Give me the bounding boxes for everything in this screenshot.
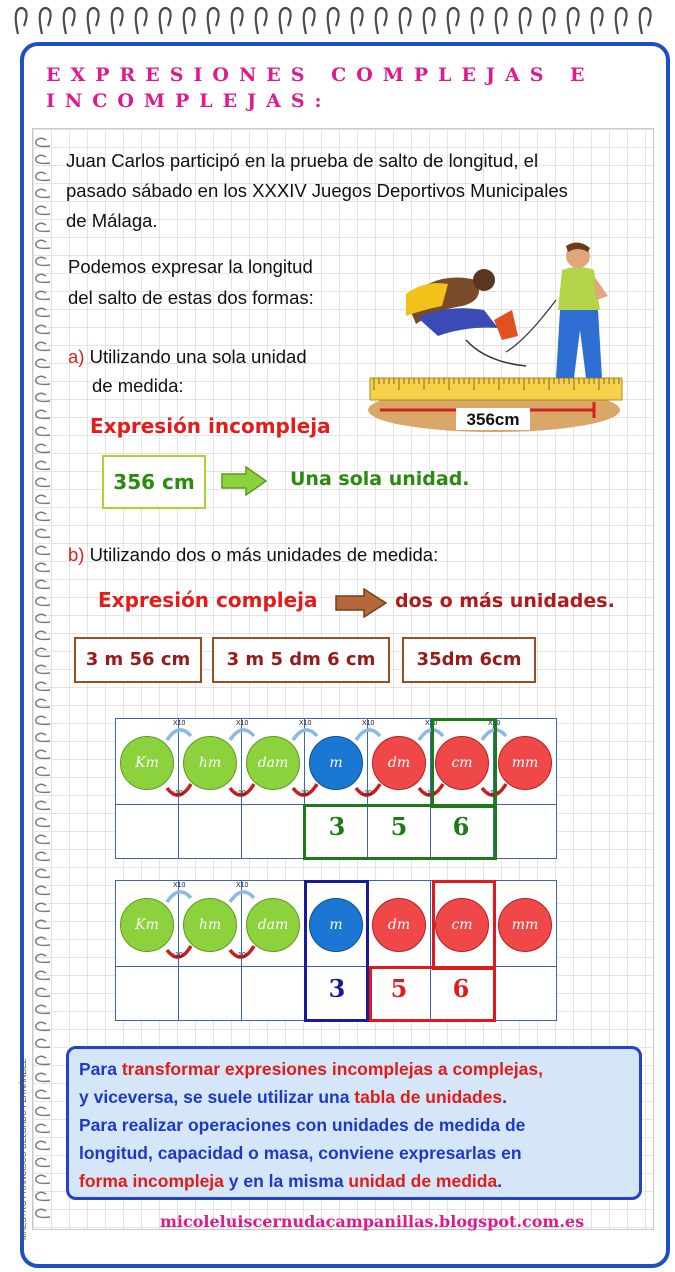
- spiral-ring: [36, 478, 50, 486]
- incomplex-result: Una sola unidad.: [290, 468, 470, 490]
- notebook-rings: [0, 4, 675, 38]
- ring: [328, 8, 339, 34]
- incomplex-box: 356 cm: [102, 455, 206, 509]
- spiral-ring: [36, 206, 50, 214]
- multiply-label: X10: [425, 720, 438, 727]
- info-line-3: Para realizar operaciones con unidades de medida de: [79, 1115, 526, 1135]
- intro-line-2: pasado sábado en los XXXIV Juegos Deportivos Municipales: [66, 180, 568, 201]
- spiral-ring: [36, 597, 50, 605]
- spiral-ring: [36, 818, 50, 826]
- value-cell: [178, 804, 242, 859]
- spiral-ring: [36, 512, 50, 520]
- page-title: EXPRESIONES COMPLEJAS E INCOMPLEJAS:: [46, 64, 595, 112]
- green-arrow-icon: [220, 466, 268, 496]
- ring: [520, 8, 531, 34]
- divide-label: :10: [236, 790, 246, 797]
- digit-cm: 6: [452, 974, 470, 1003]
- unit-cm-circle: cm: [435, 898, 489, 952]
- spiral-ring: [36, 903, 50, 911]
- spiral-ring: [36, 376, 50, 384]
- spiral-ring: [36, 427, 50, 435]
- author-credit: MAESTRO FRANCISCO DELGADO FERNÁNDEZ: [19, 1058, 28, 1240]
- spiral-ring: [36, 495, 50, 503]
- spiral-ring: [36, 971, 50, 979]
- complex-box-2: 3 m 5 dm 6 cm: [212, 637, 390, 683]
- option-a-line-2: de medida:: [92, 375, 184, 396]
- spiral-ring: [36, 648, 50, 656]
- blog-url[interactable]: micoleluiscernudacampanillas.blogspot.com.es: [160, 1212, 585, 1231]
- ring: [136, 8, 147, 34]
- ring: [496, 8, 507, 34]
- info-line-4: longitud, capacidad o masa, conviene expresarlas en: [79, 1143, 522, 1163]
- ring: [112, 8, 123, 34]
- spiral-ring: [36, 393, 50, 401]
- spiral-ring: [36, 257, 50, 265]
- value-cell: [115, 804, 179, 859]
- ring: [376, 8, 387, 34]
- intro-line-1: Juan Carlos participó en la prueba de salto de longitud, el: [66, 150, 539, 171]
- ring: [88, 8, 99, 34]
- spiral-ring: [36, 750, 50, 758]
- ring: [448, 8, 459, 34]
- ring: [16, 8, 27, 34]
- ring: [208, 8, 219, 34]
- divide-label: :10: [488, 790, 498, 797]
- spiral-ring: [36, 342, 50, 350]
- digit-dm: 5: [390, 812, 408, 841]
- units-table-1: [115, 718, 565, 858]
- ring: [400, 8, 411, 34]
- spiral-ring: [36, 1141, 50, 1149]
- multiply-label: X10: [173, 720, 186, 727]
- unit-dam-circle: dam: [246, 736, 300, 790]
- value-cell: [115, 966, 179, 1021]
- spiral-ring: [36, 1158, 50, 1166]
- divide-label: :10: [173, 790, 183, 797]
- ring: [472, 8, 483, 34]
- spiral-ring: [36, 614, 50, 622]
- spiral-ring: [36, 937, 50, 945]
- spiral-ring: [36, 665, 50, 673]
- spiral-ring: [36, 274, 50, 282]
- divide-label: :10: [362, 790, 372, 797]
- spiral-ring: [36, 1192, 50, 1200]
- ring: [568, 8, 579, 34]
- unit-mm-circle: mm: [498, 736, 552, 790]
- multiply-label: X10: [299, 720, 312, 727]
- ring: [640, 8, 651, 34]
- spiral-ring: [36, 767, 50, 775]
- spiral-ring: [36, 359, 50, 367]
- incomplex-heading: Expresión incompleja: [90, 414, 331, 438]
- unit-dm-circle: dm: [372, 736, 426, 790]
- spiral-ring: [36, 784, 50, 792]
- spiral-ring: [36, 1005, 50, 1013]
- spiral-ring: [36, 1124, 50, 1132]
- spiral-ring: [36, 1056, 50, 1064]
- spiral-ring: [36, 1107, 50, 1115]
- units-table-2: [115, 880, 565, 1020]
- multiply-label: X10: [236, 720, 249, 727]
- ring: [280, 8, 291, 34]
- spiral-ring: [36, 1175, 50, 1183]
- express-line-2: del salto de estas dos formas:: [68, 287, 314, 308]
- brown-arrow-icon: [334, 588, 388, 618]
- length-label: 356cm: [466, 410, 520, 429]
- long-jump-illustration: [366, 240, 628, 436]
- digit-m: 3: [328, 812, 346, 841]
- intro-line-3: de Málaga.: [66, 210, 158, 231]
- divide-label: :10: [425, 790, 435, 797]
- multiply-label: X10: [488, 720, 501, 727]
- multiply-label: X10: [362, 720, 375, 727]
- info-line-5: forma incompleja y en la misma unidad de medida.: [79, 1171, 503, 1191]
- digit-cm: 6: [452, 812, 470, 841]
- complex-result: dos o más unidades.: [395, 590, 615, 612]
- value-cell: [241, 804, 305, 859]
- spiral-ring: [36, 546, 50, 554]
- spiral-ring: [36, 410, 50, 418]
- spiral-ring: [36, 189, 50, 197]
- info-box: [66, 1046, 642, 1200]
- spiral-ring: [36, 461, 50, 469]
- multiply-label: X10: [236, 882, 249, 889]
- spiral-ring: [36, 325, 50, 333]
- spiral-ring: [36, 835, 50, 843]
- divide-label: :10: [173, 952, 183, 959]
- digit-m: 3: [328, 974, 346, 1003]
- divide-label: :10: [236, 952, 246, 959]
- ring: [592, 8, 603, 34]
- ring: [40, 8, 51, 34]
- spiral-ring: [36, 155, 50, 163]
- unit-km-circle: Km: [120, 898, 174, 952]
- info-line-2: y viceversa, se suele utilizar una tabla de unidades.: [79, 1087, 507, 1107]
- spiral-ring: [36, 308, 50, 316]
- ring: [160, 8, 171, 34]
- spiral-ring: [36, 801, 50, 809]
- spiral-ring: [36, 138, 50, 146]
- spiral-ring: [36, 563, 50, 571]
- option-a-line-1: a) Utilizando una sola unidad: [68, 346, 307, 367]
- unit-m-circle: m: [309, 898, 363, 952]
- spiral-ring: [36, 733, 50, 741]
- complex-heading: Expresión compleja: [98, 588, 318, 612]
- ring: [256, 8, 267, 34]
- spiral-ring: [36, 631, 50, 639]
- spiral-ring: [36, 1209, 50, 1217]
- ring: [64, 8, 75, 34]
- spiral-ring: [36, 886, 50, 894]
- value-cell: [241, 966, 305, 1021]
- spiral-ring: [36, 988, 50, 996]
- spiral-ring: [36, 1090, 50, 1098]
- spiral-ring: [36, 699, 50, 707]
- spiral-ring: [36, 529, 50, 537]
- spiral-ring: [36, 291, 50, 299]
- spiral-ring: [36, 716, 50, 724]
- value-cell: [493, 804, 557, 859]
- unit-cm-circle: cm: [435, 736, 489, 790]
- spiral-ring: [36, 869, 50, 877]
- spiral-binding: [32, 130, 54, 1230]
- unit-dam-circle: dam: [246, 898, 300, 952]
- option-b-line: b) Utilizando dos o más unidades de medida:: [68, 544, 439, 565]
- ring: [616, 8, 627, 34]
- ring: [184, 8, 195, 34]
- info-line-1: Para transformar expresiones incomplejas a complejas,: [79, 1059, 543, 1079]
- complex-box-3: 35dm 6cm: [402, 637, 536, 683]
- spiral-ring: [36, 223, 50, 231]
- spiral-ring: [36, 682, 50, 690]
- divide-label: :10: [299, 790, 309, 797]
- unit-hm-circle: hm: [183, 898, 237, 952]
- spiral-ring: [36, 580, 50, 588]
- unit-hm-circle: hm: [183, 736, 237, 790]
- express-line-1: Podemos expresar la longitud: [68, 256, 313, 277]
- spiral-ring: [36, 240, 50, 248]
- ring: [352, 8, 363, 34]
- ring: [304, 8, 315, 34]
- value-cell: [493, 966, 557, 1021]
- multiply-label: X10: [173, 882, 186, 889]
- value-cell: [178, 966, 242, 1021]
- complex-box-1: 3 m 56 cm: [74, 637, 202, 683]
- spiral-ring: [36, 920, 50, 928]
- spiral-ring: [36, 1039, 50, 1047]
- spiral-ring: [36, 444, 50, 452]
- unit-mm-circle: mm: [498, 898, 552, 952]
- spiral-ring: [36, 1022, 50, 1030]
- digit-dm: 5: [390, 974, 408, 1003]
- ring: [424, 8, 435, 34]
- unit-dm-circle: dm: [372, 898, 426, 952]
- unit-km-circle: Km: [120, 736, 174, 790]
- complex-group-top: [431, 718, 497, 808]
- spiral-ring: [36, 1073, 50, 1081]
- centimeter-group-top: [432, 880, 496, 970]
- spiral-ring: [36, 852, 50, 860]
- unit-m-circle: m: [309, 736, 363, 790]
- spiral-ring: [36, 172, 50, 180]
- ring: [232, 8, 243, 34]
- ring: [544, 8, 555, 34]
- spiral-ring: [36, 954, 50, 962]
